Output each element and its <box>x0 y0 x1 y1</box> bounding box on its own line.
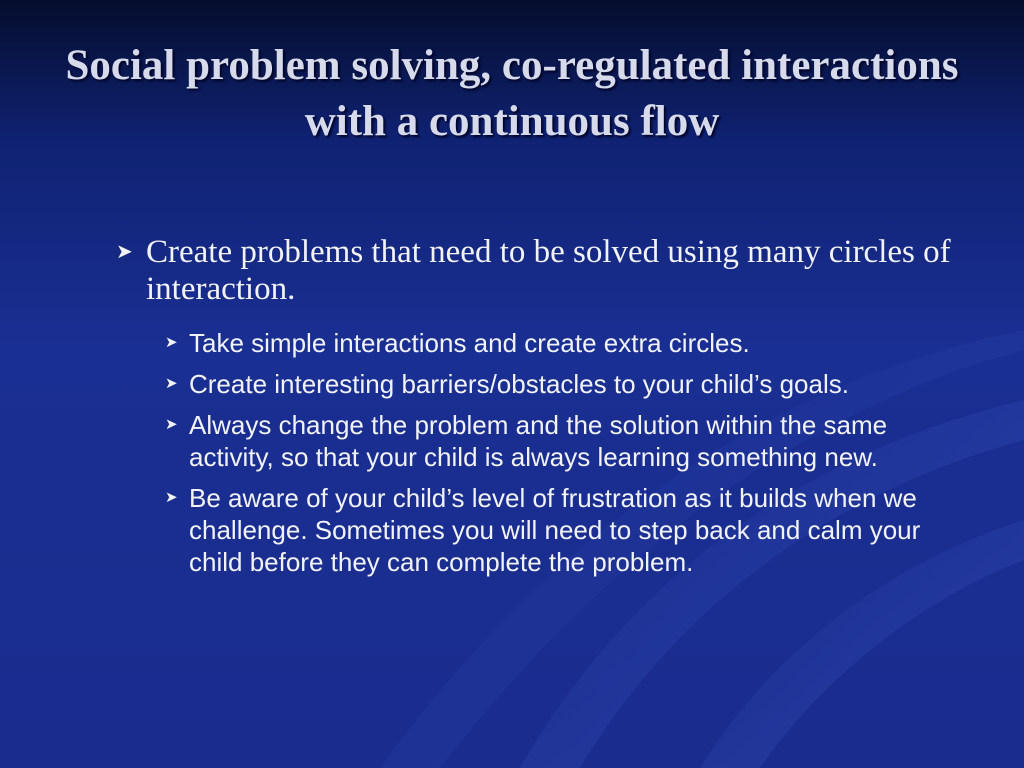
sub-bullet-text: Create interesting barriers/obstacles to your child’s goals. <box>189 369 849 399</box>
sub-bullet-item <box>162 368 962 400</box>
slide-title: Social problem solving, co-regulated interactions with a continuous flow <box>65 42 959 145</box>
sub-bullet-text: Take simple interactions and create extra circles. <box>189 328 750 358</box>
sub-bullet-item <box>162 327 962 359</box>
bullet-item <box>110 234 970 308</box>
arrow-bullet-icon: ➤ <box>165 416 178 433</box>
arrow-bullet-icon: ➤ <box>165 334 178 351</box>
bullet-list <box>110 234 970 587</box>
sub-bullet-text: Always change the problem and the solution within the same activity, so that your child is always learning something new. <box>189 410 888 472</box>
bullet-text: Create problems that need to be solved using many circles of interaction. <box>146 234 951 307</box>
arrow-bullet-icon: ➤ <box>165 375 178 392</box>
sub-bullet-list <box>162 327 962 578</box>
sub-bullet-text: Be aware of your child’s level of frustration as it builds when we challenge. Sometimes you will need to step back and calm your child before they can complete the problem. <box>189 483 921 577</box>
arrow-bullet-icon: ➤ <box>116 241 133 263</box>
sub-bullet-item <box>162 482 962 578</box>
arrow-bullet-icon: ➤ <box>165 489 178 506</box>
sub-bullet-item <box>162 409 962 473</box>
